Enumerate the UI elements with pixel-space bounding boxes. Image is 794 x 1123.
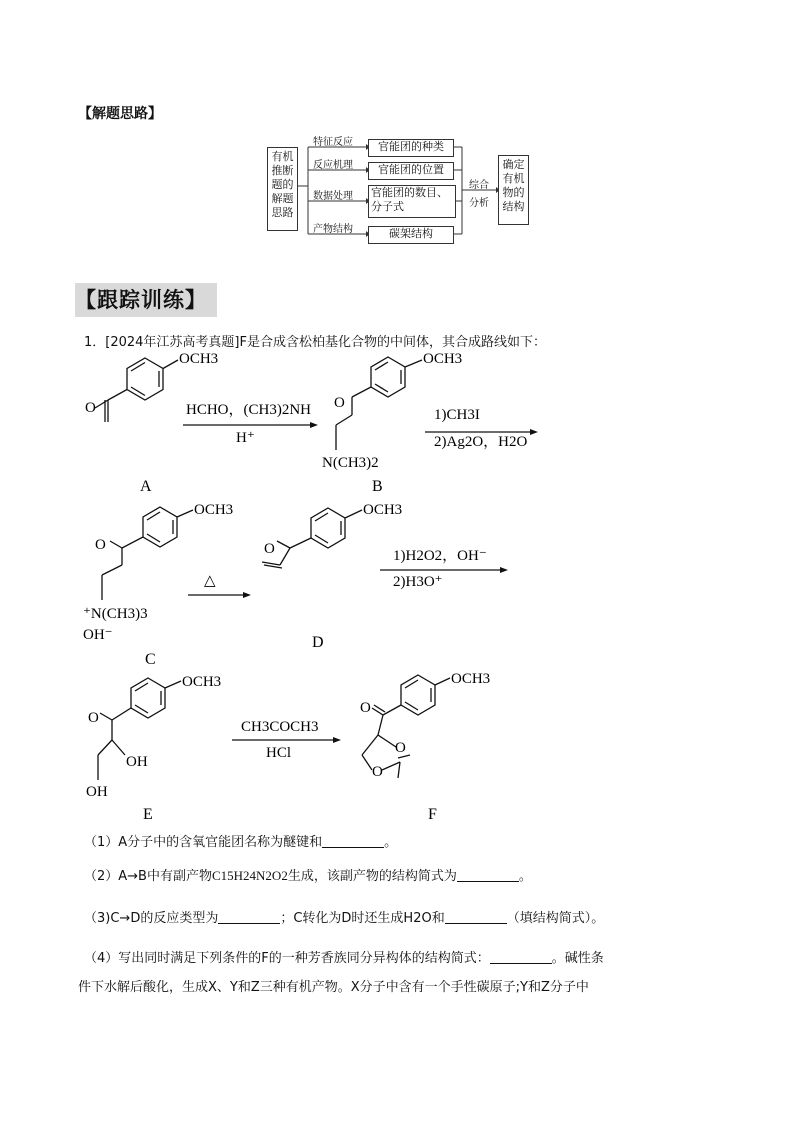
oh-e-1: OH bbox=[126, 754, 148, 770]
answer-blank-3a[interactable] bbox=[218, 910, 280, 924]
sub-question-4-line1: （4）写出同时满足下列条件的F的一种芳香族同分异构体的结构简式： 。碱性条 bbox=[84, 951, 604, 966]
sub-question-4-line2: 件下水解后酸化，生成X、Y和Z三种有机产物。X分子中含有一个手性碳原子;Y和Z分子中 bbox=[78, 980, 589, 995]
carbonyl-o-f: O bbox=[360, 700, 371, 716]
substituent-c: OCH3 bbox=[194, 502, 234, 518]
reagent-3: △ bbox=[204, 573, 216, 589]
synthesis-scheme bbox=[0, 350, 794, 830]
reagent-4-bottom: 2)H3O⁺ bbox=[393, 574, 443, 590]
label-c: C bbox=[145, 651, 156, 668]
reagent-1-top: HCHO，(CH3)2NH bbox=[186, 402, 311, 418]
branch-label-3: 数据处理 bbox=[313, 191, 353, 202]
section-heading: 【解题思路】 bbox=[78, 106, 162, 122]
sub-question-3: （3)C→D的反应类型为 ；C转化为D时还生成H2O和 （填结构简式）。 bbox=[84, 911, 605, 926]
oh-e-2: OH bbox=[86, 784, 108, 800]
hydroxide-c: OH⁻ bbox=[83, 627, 113, 643]
reagent-2-top: 1)CH3I bbox=[434, 407, 480, 423]
substituent-e: OCH3 bbox=[182, 674, 222, 690]
reagent-4-top: 1)H2O2，OH⁻ bbox=[393, 548, 487, 564]
result-box-1: 官能团的种类 bbox=[368, 139, 454, 157]
molecule-b bbox=[336, 357, 422, 450]
result-box-4: 碳架结构 bbox=[368, 226, 454, 244]
branch-label-1: 特征反应 bbox=[313, 137, 353, 148]
carbonyl-o-b: O bbox=[334, 395, 345, 411]
question-intro: 1．[2024年江苏高考真题]F是合成含松柏基化合物的中间体，其合成路线如下： bbox=[84, 335, 546, 350]
substituent-a: OCH3 bbox=[179, 351, 219, 367]
sub-question-2: （2）A→B中有副产物C15H24N2O2生成，该副产物的结构简式为 。 bbox=[84, 868, 532, 884]
result-box-2: 官能团的位置 bbox=[368, 162, 454, 180]
carbonyl-o-a: O bbox=[85, 400, 96, 416]
carbonyl-o-c: O bbox=[95, 537, 106, 553]
substituent-b: OCH3 bbox=[423, 351, 463, 367]
flowchart-start-box: 有机 推断 题的 解题 思路 bbox=[267, 147, 298, 231]
flowchart-end-box: 确定 有机 物的 结构 bbox=[498, 155, 529, 225]
label-a: A bbox=[140, 478, 152, 495]
molecule-f bbox=[362, 675, 450, 778]
label-b: B bbox=[372, 478, 383, 495]
answer-blank-1[interactable] bbox=[322, 834, 384, 848]
carbonyl-o-e: O bbox=[88, 710, 99, 726]
substituent-f: OCH3 bbox=[451, 671, 491, 687]
reagent-1-bottom: H⁺ bbox=[236, 430, 255, 446]
branch-label-4: 产物结构 bbox=[313, 224, 353, 235]
sub-question-1: （1）A分子中的含氧官能团名称为醚键和 。 bbox=[84, 835, 398, 850]
reagent-5-bottom: HCl bbox=[266, 745, 292, 761]
label-d: D bbox=[312, 634, 324, 651]
molecule-a bbox=[95, 358, 178, 422]
ammonium-c: ⁺N(CH3)3 bbox=[83, 606, 148, 622]
reagent-5-top: CH3COCH3 bbox=[241, 719, 319, 735]
ring-o-f-2: O bbox=[372, 764, 383, 780]
label-e: E bbox=[143, 806, 153, 823]
answer-blank-2[interactable] bbox=[457, 868, 519, 882]
molecule-d bbox=[262, 508, 362, 568]
label-f: F bbox=[428, 806, 437, 823]
practice-banner: 【跟踪训练】 bbox=[75, 283, 217, 317]
molecule-c bbox=[102, 507, 193, 600]
synthesis-label-bottom: 分析 bbox=[469, 198, 489, 209]
reagent-2-bottom: 2)Ag2O，H2O bbox=[434, 434, 528, 450]
result-box-3: 官能团的数目、 分子式 bbox=[368, 185, 456, 218]
substituent-d: OCH3 bbox=[363, 502, 403, 518]
answer-blank-4[interactable] bbox=[490, 950, 552, 964]
amine-b: N(CH3)2 bbox=[322, 455, 379, 471]
branch-label-2: 反应机理 bbox=[313, 160, 353, 171]
synthesis-label-top: 综合 bbox=[469, 180, 489, 191]
answer-blank-3b[interactable] bbox=[445, 910, 507, 924]
carbonyl-o-d: O bbox=[264, 541, 275, 557]
ring-o-f-1: O bbox=[395, 740, 406, 756]
